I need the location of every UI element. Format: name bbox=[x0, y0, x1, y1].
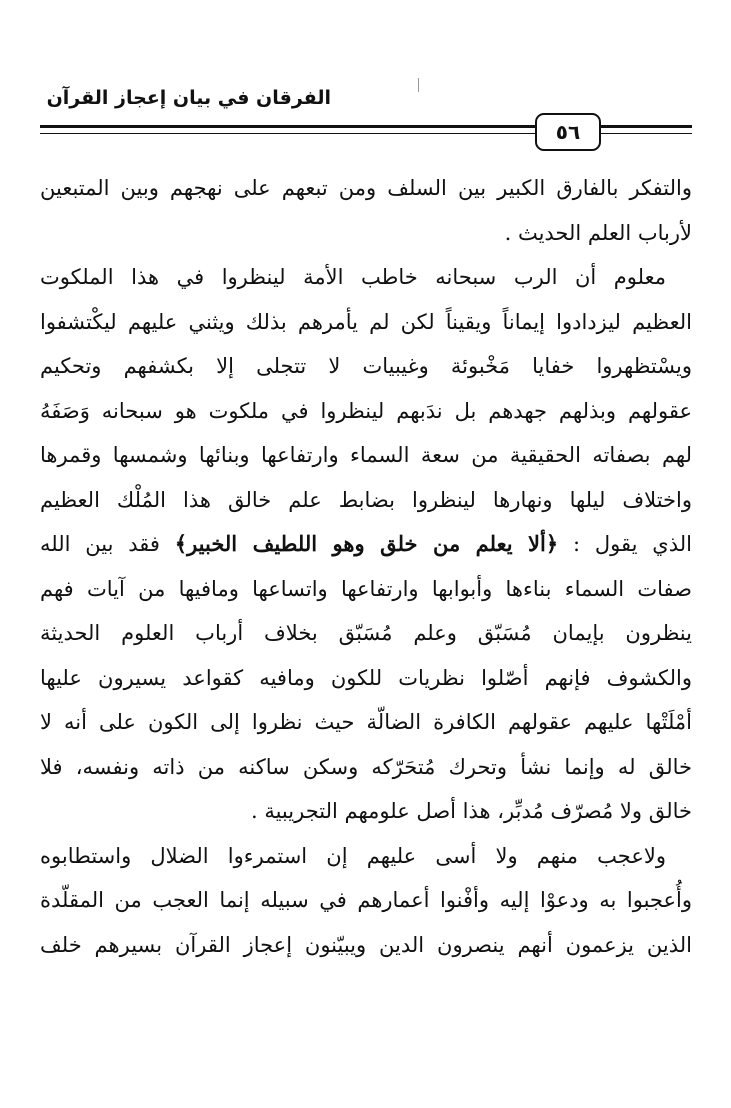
text-line: واختلاف ليلها ونهارها لينظروا بضابط علم خالق هذا المُلْك العظيم bbox=[40, 487, 692, 512]
verse-outro: فقد بين الله bbox=[40, 532, 175, 556]
text-line: ينظرون بإيمان مُسَبّق وعلم مُسَبّق بخلاف أرباب العلوم الحديثة bbox=[40, 621, 692, 645]
text-line: أمْلَتْها عليهم عقولهم الكافرة الضالّة حيث نظروا إلى الكون على أنه لا bbox=[40, 710, 692, 734]
text-line: والكشوف فإنهم أصّلوا نظريات للكون ومافيه كقواعد يسيرون عليها bbox=[40, 665, 692, 690]
print-tick-mark bbox=[418, 78, 419, 92]
text-line: خالق ولا مُصرّف مُدبِّر، هذا أصل علومهم التجريبية . bbox=[250, 799, 692, 823]
text-line-with-verse bbox=[40, 522, 692, 567]
text-line: والتفكر بالفارق الكبير بين السلف ومن تبعهم على نهجهم وبين المتبعين bbox=[40, 176, 692, 200]
quran-verse: ﴿ألا يعلم من خلق وهو اللطيف الخبير﴾ bbox=[174, 531, 559, 556]
text-line: لهم بصفاته الحقيقية من سعة السماء وارتفاعها وبنائها وشمسها وقمرها bbox=[40, 443, 692, 467]
text-line: الذين يزعمون أنهم ينصرون الدين ويبيّنون إعجاز القرآن بسيرهم خلف bbox=[40, 932, 692, 957]
text-line: صفات السماء بناءها وأبوابها وارتفاعها واتساعها ومافيها من آيات فهم bbox=[40, 576, 692, 601]
page-number: ٥٦ bbox=[535, 113, 601, 151]
text-line: ولاعجب منهم ولا أسى عليهم إن استمرءوا الضلال واستطابوه bbox=[40, 843, 666, 868]
text-line: خالق له وإنما نشأ وتحرك مُتحَرّكه وسكن ساكنه من ذاته ونفسه، فلا bbox=[40, 754, 692, 779]
text-line: معلوم أن الرب سبحانه خاطب الأمة لينظروا في هذا الملكوت bbox=[40, 265, 666, 289]
body-text bbox=[40, 166, 692, 967]
text-line: ويسْتظهروا خفايا مَخْبوئة وغيبيات لا تتجلى إلا بكشفهم وتحكيم bbox=[40, 354, 692, 378]
verse-intro: الذي يقول : bbox=[558, 532, 692, 556]
text-line: وأُعجبوا به ودعوْا إليه وأفْنوا أعمارهم في سبيله إنما العجب من المقلّدة bbox=[40, 888, 692, 912]
text-line: عقولهم وبذلهم جهدهم بل ندَبهم لينظروا في ملكوت هو سبحانه وَصَفَهُ bbox=[40, 398, 692, 423]
running-header-title: الفرقان في بيان إعجاز القرآن bbox=[46, 87, 331, 109]
text-line: العظيم ليزدادوا إيماناً ويقيناً لكن لم يأمرهم بذلك ويثني عليهم ليكْتشفوا bbox=[40, 309, 692, 334]
text-line: لأرباب العلم الحديث . bbox=[504, 220, 692, 245]
